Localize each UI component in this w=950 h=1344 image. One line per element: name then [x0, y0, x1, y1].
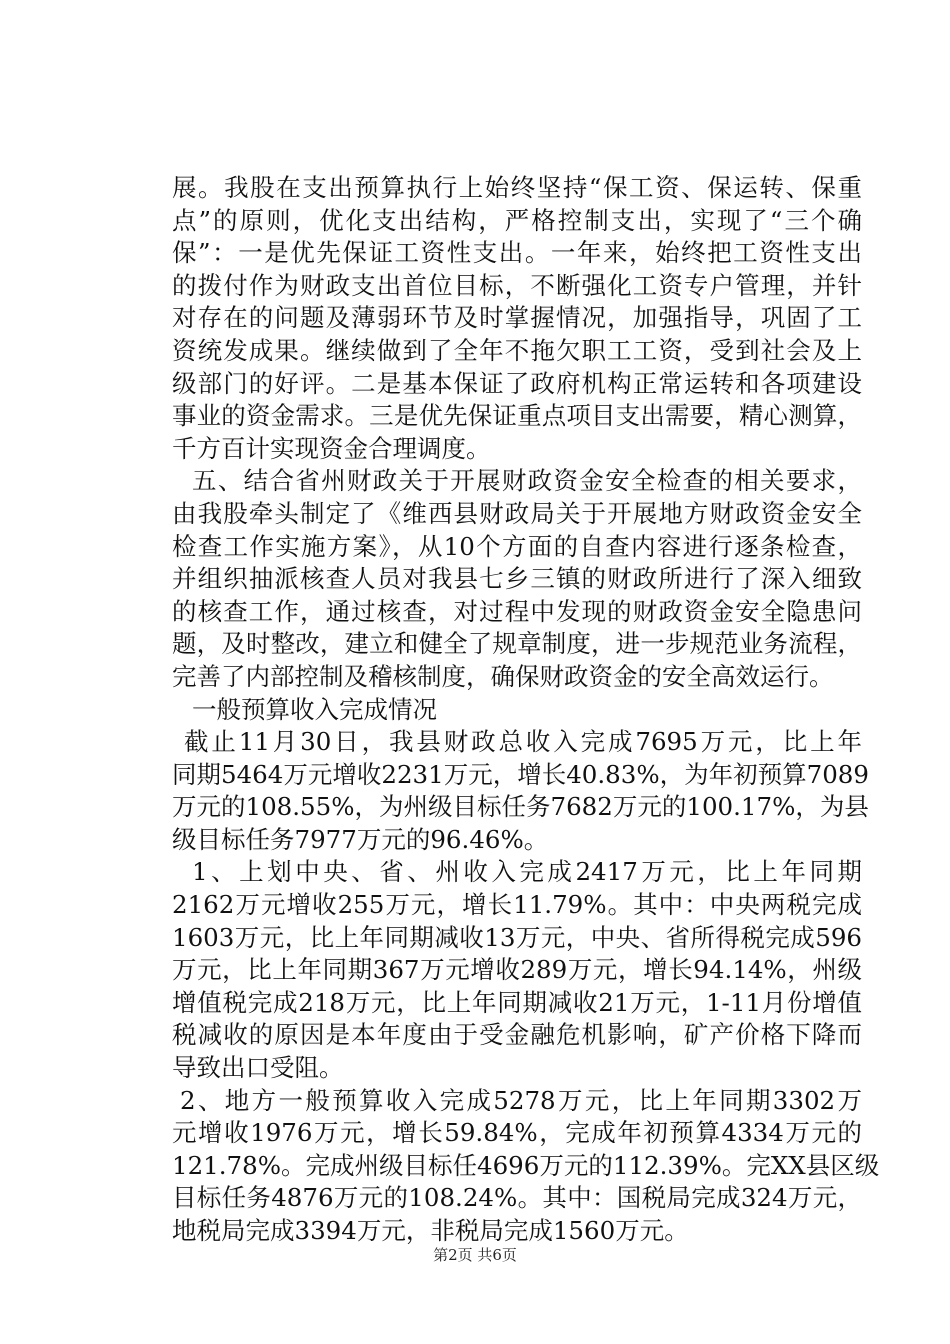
paragraph-start-line: 五、结合省州财政关于开展财政资金安全检查的相关要求， — [192, 466, 862, 496]
body-text — [172, 172, 880, 1248]
text-line: 增值税完成218万元，比上年同期减收21万元，1-11月份增值 — [172, 987, 862, 1017]
text-line: 导致出口受阻。 — [172, 1053, 344, 1083]
text-line: 万元，比上年同期367万元增收289万元，增长94.14%，州级 — [172, 955, 862, 985]
text-line: 2162万元增收255万元，增长11.79%。其中：中央两税完成 — [172, 890, 862, 920]
text-line: 1603万元，比上年同期减收13万元，中央、省所得税完成596 — [172, 922, 862, 952]
text-line: 万元的108.55%，为州级目标任务7682万元的100.17%，为县 — [172, 792, 869, 822]
paragraph-start-line: 1、上划中央、省、州收入完成2417万元，比上年同期 — [192, 857, 862, 887]
text-line: 题，及时整改，建立和健全了规章制度，进一步规范业务流程， — [172, 629, 862, 659]
section-heading: 一般预算收入完成情况 — [192, 694, 437, 724]
text-line: 保”：一是优先保证工资性支出。一年来，始终把工资性支出 — [172, 238, 862, 268]
text-line: 对存在的问题及薄弱环节及时掌握情况，加强指导，巩固了工 — [172, 303, 862, 333]
text-line: 地税局完成3394万元，非税局完成1560万元。 — [172, 1216, 689, 1245]
text-line: 资统发成果。继续做到了全年不拖欠职工工资，受到社会及上 — [172, 335, 862, 365]
paragraph-start-line: 截止11月30日，我县财政总收入完成7695万元，比上年 — [184, 727, 862, 757]
text-line: 展。我股在支出预算执行上始终坚持“保工资、保运转、保重 — [172, 173, 862, 202]
text-line: 目标任务4876万元的108.24%。其中：国税局完成324万元， — [172, 1183, 862, 1213]
paragraph-start-line: 2、地方一般预算收入完成5278万元，比上年同期3302万 — [180, 1085, 862, 1115]
text-line: 元增收1976万元，增长59.84%，完成年初预算4334万元的 — [172, 1118, 862, 1148]
text-line: 121.78%。完成州级目标任4696万元的112.39%。完XX县区级 — [172, 1150, 880, 1180]
text-line: 完善了内部控制及稽核制度，确保财政资金的安全高效运行。 — [172, 661, 834, 691]
page-footer: 第2页 共6页 — [433, 1246, 517, 1264]
text-line: 同期5464万元增收2231万元，增长40.83%，为年初预算7089 — [172, 759, 869, 789]
text-line: 并组织抽派核查人员对我县七乡三镇的财政所进行了深入细致 — [172, 564, 862, 594]
text-line: 点”的原则，优化支出结构，严格控制支出，实现了“三个确 — [172, 205, 862, 235]
text-line: 级部门的好评。二是基本保证了政府机构正常运转和各项建设 — [172, 368, 862, 398]
text-line: 检查工作实施方案》，从10个方面的自查内容进行逐条检查， — [172, 531, 862, 561]
text-line: 级目标任务7977万元的96.46%。 — [172, 824, 549, 854]
text-line: 的核查工作，通过核查，对过程中发现的财政资金安全隐患问 — [172, 596, 862, 626]
text-line: 由我股牵头制定了《维西县财政局关于开展地方财政资金安全 — [172, 498, 862, 528]
text-line: 事业的资金需求。三是优先保证重点项目支出需要，精心测算， — [172, 401, 862, 431]
text-line: 的拨付作为财政支出首位目标，不断强化工资专户管理，并针 — [172, 270, 862, 300]
text-line: 税减收的原因是本年度由于受金融危机影响，矿产价格下降而 — [172, 1020, 862, 1050]
text-line: 千方百计实现资金合理调度。 — [172, 433, 491, 463]
